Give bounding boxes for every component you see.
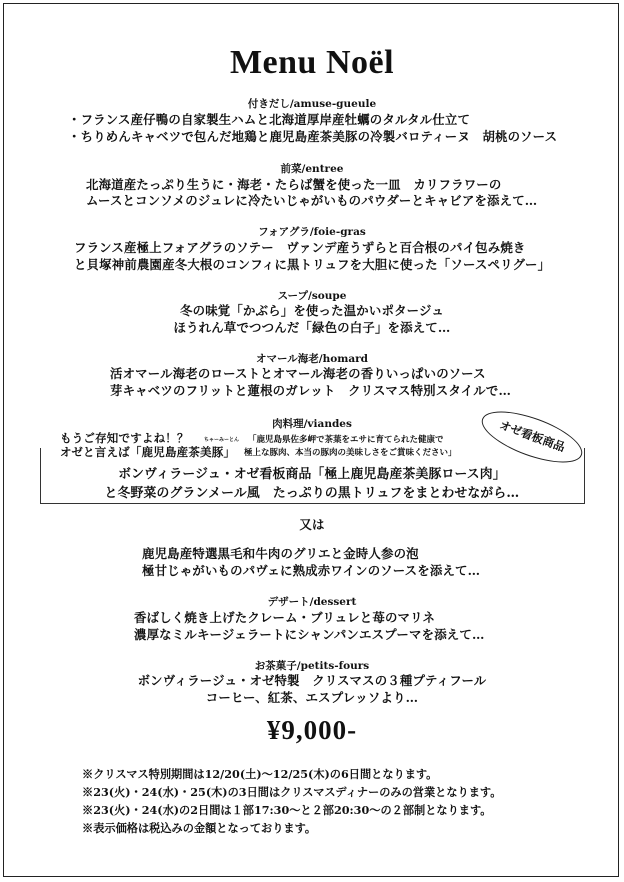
homard-line-1: 活オマール海老のローストとオマール海老の香りいっぱいのソース xyxy=(110,366,486,381)
entree-line-2: ムースとコンソメのジュレに冷たいじゃがいものパウダーとキャビアを添えて… xyxy=(86,193,538,208)
foiegras-line-2: と貝塚神前農園産冬大根のコンフィに黒トリュフを大胆に使った「ソースペリグー」 xyxy=(74,257,551,272)
price: ¥9,000- xyxy=(266,715,358,745)
dessert-heading: デザート/dessert xyxy=(267,596,357,608)
foiegras-line-1: フランス産極上フォアグラのソテー ヴァンデ産うずらと百合根のパイ包み焼き xyxy=(74,240,526,255)
note-3: ※23(火)・24(水)の2日間は１部17:30～と２部20:30～の２部制となります。 xyxy=(82,803,492,817)
viandes-line-1: ボンヴィラージュ・オゼ看板商品「極上鹿児島産茶美豚ロース肉」 xyxy=(118,467,506,482)
foiegras-heading: フォアグラ/foie-gras xyxy=(258,226,366,238)
amuse-line-2: ・ちりめんキャベツで包んだ地鶏と鹿児島産茶美豚の冷製バロティーヌ 胡桃のソース xyxy=(68,129,558,144)
soupe-line-2: ほうれん草でつつんだ「緑色の白子」を添えて… xyxy=(173,320,451,335)
viandes-intro-1: もうご存知ですよね！？ xyxy=(60,431,189,445)
homard-line-2: 芽キャベツのフリットと蓮根のガレット クリスマス特別スタイルで… xyxy=(110,383,512,398)
viandes-intro-2: オゼと言えば「鹿児島産茶美豚」 xyxy=(60,445,236,459)
petitfours-line-1: ボンヴィラージュ・オゼ特製 クリスマスの３種プティフール xyxy=(137,673,487,688)
signature-badge: オゼ看板商品 xyxy=(476,401,589,473)
soupe-line-1: 冬の味覚「かぶら」を使った温かいポタージュ xyxy=(180,303,444,318)
viandes-line-2: と冬野菜のグランメール風 たっぷりの黒トリュフをまとわせながら… xyxy=(104,486,520,501)
entree-heading: 前菜/entree xyxy=(280,163,344,175)
dessert-line-1: 香ばしく焼き上げたクレーム・ブリュレと苺のマリネ xyxy=(134,610,436,625)
note-2: ※23(火)・24(水)・25(木)の3日間はクリスマスディナーのみの営業となります。 xyxy=(82,785,502,799)
viandes-alt-line-1: 鹿児島産特選黒毛和牛肉のグリエと金時人参の泡 xyxy=(142,546,419,561)
entree-line-1: 北海道産たっぷり生うに・海老・たらば蟹を使った一皿 カリフラワーの xyxy=(86,177,502,192)
petitfours-heading: お茶菓子/petits-fours xyxy=(254,660,370,672)
note-1: ※クリスマス特別期間は12/20(土)～12/25(木)の6日間となります。 xyxy=(82,767,438,781)
menu-title: Menu Noël xyxy=(229,44,395,81)
petitfours-line-2: コーヒー、紅茶、エスプレッソより… xyxy=(205,690,419,705)
viandes-ruby: ちゃーみーとん xyxy=(204,437,240,443)
viandes-alt-line-2: 極甘じゃがいものパヴェに熟成赤ワインのソースを添えて… xyxy=(142,563,481,578)
viandes-desc-2: 極上な豚肉、本当の豚肉の美味しさをご賞味ください」 xyxy=(244,448,457,458)
amuse-heading: 付きだし/amuse-gueule xyxy=(247,98,377,110)
note-4: ※表示価格は税込みの金額となっております。 xyxy=(82,821,317,835)
viandes-desc-1: 「鹿児島県佐多岬で茶葉をエサに育てられた健康で xyxy=(248,435,444,445)
dessert-line-2: 濃厚なミルキージェラートにシャンパンエスプーマを添えて… xyxy=(134,627,485,642)
or-label: 又は xyxy=(299,517,325,532)
homard-heading: オマール海老/homard xyxy=(255,353,369,365)
amuse-line-1: ・フランス産仔鴨の自家製生ハムと北海道厚岸産牡蠣のタルタル仕立て xyxy=(68,112,471,127)
soupe-heading: スープ/soupe xyxy=(277,290,347,302)
viandes-heading: 肉料理/viandes xyxy=(272,418,352,430)
